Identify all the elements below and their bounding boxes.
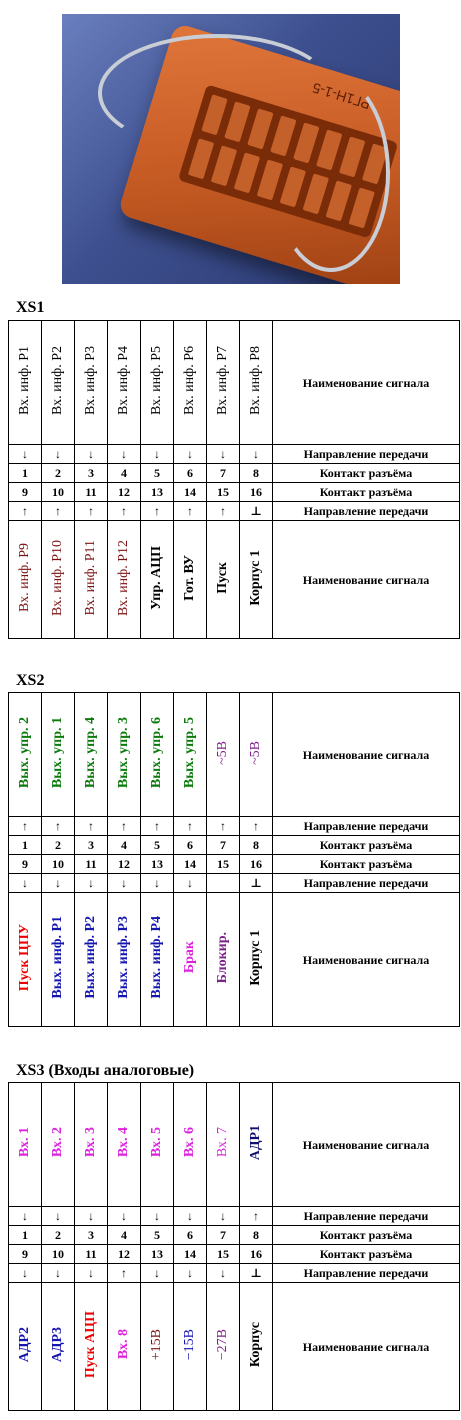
contact-header: Контакт разъёма: [273, 855, 460, 874]
contact-number: 13: [141, 483, 174, 502]
signal-label: Вх. 5: [149, 1127, 164, 1158]
contact-number: 8: [240, 1226, 273, 1245]
contact-number: 12: [108, 1245, 141, 1264]
direction-arrow: ↓: [108, 1207, 141, 1226]
signal-label: Вых. упр. 6: [149, 716, 164, 789]
signal-label: Вх. инф. Р8: [248, 346, 263, 415]
signal-label: ~5В: [248, 740, 263, 765]
contact-header: Контакт разъёма: [273, 1245, 460, 1264]
xs2-top-signals-row: [9, 693, 460, 817]
signal-label: Вх. инф. Р1: [17, 346, 32, 415]
direction-arrow: ↓: [42, 1207, 75, 1226]
contact-number: 3: [75, 1226, 108, 1245]
direction-arrow: ↓: [207, 445, 240, 464]
direction-arrow: ↓: [9, 445, 42, 464]
direction-arrow: [207, 874, 240, 893]
contact-number: 13: [141, 1245, 174, 1264]
direction-arrow: ↓: [207, 1207, 240, 1226]
signal-label: Вх. 3: [83, 1127, 98, 1158]
signal-label: Вх. инф. Р6: [182, 346, 197, 415]
direction-arrow: ↓: [42, 874, 75, 893]
contact-number: 16: [240, 1245, 273, 1264]
direction-arrow: ↑: [42, 502, 75, 521]
contact-number: 10: [42, 855, 75, 874]
xs2-dir-top-row: [9, 817, 460, 836]
contact-number: 10: [42, 483, 75, 502]
signal-label: Вых. инф. Р4: [149, 916, 164, 999]
contact-number: 6: [174, 464, 207, 483]
direction-arrow: ↓: [9, 1207, 42, 1226]
signal-name-header: Наименование сигнала: [273, 521, 460, 639]
direction-arrow: ↑: [174, 817, 207, 836]
signal-label: Вх. инф. Р7: [215, 346, 230, 415]
xs1-contacts-row-1: [9, 464, 460, 483]
contact-number: 4: [108, 1226, 141, 1245]
xs1-title: XS1: [16, 299, 45, 316]
contact-number: 8: [240, 464, 273, 483]
signal-label: Пуск АЦП: [83, 1310, 98, 1379]
direction-arrow: ↓: [141, 1207, 174, 1226]
contact-number: 7: [207, 464, 240, 483]
direction-header: Направление передачи: [273, 445, 460, 464]
xs3-contacts-row-2: [9, 1245, 460, 1264]
signal-label: −27В: [215, 1328, 230, 1361]
contact-header: Контакт разъёма: [273, 483, 460, 502]
contact-number: 6: [174, 836, 207, 855]
direction-arrow: ⊥: [240, 874, 273, 893]
contact-number: 12: [108, 855, 141, 874]
direction-arrow: ↓: [75, 445, 108, 464]
contact-number: 2: [42, 464, 75, 483]
direction-arrow: ↓: [108, 874, 141, 893]
signal-label: Брак: [182, 941, 197, 974]
contact-number: 15: [207, 483, 240, 502]
xs3-dir-top-row: [9, 1207, 460, 1226]
contact-header: Контакт разъёма: [273, 464, 460, 483]
signal-name-header: Наименование сигнала: [273, 321, 460, 445]
contact-number: 11: [75, 483, 108, 502]
signal-label: Блокир.: [215, 931, 230, 984]
signal-label: Корпус: [248, 1321, 263, 1368]
connector-photo: [62, 14, 400, 284]
xs1-table: [8, 320, 460, 639]
xs3-dir-bottom-row: [9, 1264, 460, 1283]
direction-arrow: ↑: [174, 502, 207, 521]
direction-arrow: ↓: [141, 445, 174, 464]
signal-label: Вых. упр. 2: [17, 716, 32, 789]
wire-loop-right: [272, 74, 390, 272]
xs3-title: XS3 (Входы аналоговые): [16, 1062, 195, 1079]
signal-label: Пуск: [215, 561, 230, 594]
direction-arrow: ↓: [9, 874, 42, 893]
xs3-top-signals-row: [9, 1083, 460, 1207]
signal-label: Вых. инф. Р1: [50, 916, 65, 999]
direction-arrow: ↓: [75, 1264, 108, 1283]
contact-number: 7: [207, 1226, 240, 1245]
direction-arrow: ↑: [75, 817, 108, 836]
direction-arrow: ↑: [108, 502, 141, 521]
direction-arrow: ⊥: [240, 502, 273, 521]
contact-number: 9: [9, 1245, 42, 1264]
signal-label: Гот. ВУ: [182, 554, 197, 601]
signal-label: Вх. 7: [215, 1127, 230, 1158]
contact-number: 9: [9, 483, 42, 502]
direction-arrow: ↑: [240, 817, 273, 836]
direction-arrow: ↑: [108, 817, 141, 836]
xs3-contacts-row-1: [9, 1226, 460, 1245]
direction-arrow: ↑: [141, 502, 174, 521]
signal-name-header: Наименование сигнала: [273, 693, 460, 817]
signal-label: Вх. инф. Р3: [83, 346, 98, 415]
signal-label: Вх. инф. Р2: [50, 346, 65, 415]
signal-label: Вх. инф. Р9: [17, 543, 32, 612]
signal-label: Вых. упр. 5: [182, 716, 197, 789]
direction-arrow: ↓: [9, 1264, 42, 1283]
signal-label: Вх. инф. Р11: [83, 539, 98, 616]
contact-number: 9: [9, 855, 42, 874]
contact-number: 5: [141, 836, 174, 855]
contact-number: 5: [141, 1226, 174, 1245]
direction-arrow: ↓: [174, 1207, 207, 1226]
signal-label: АДР1: [248, 1124, 263, 1161]
direction-arrow: ↓: [141, 874, 174, 893]
direction-arrow: ↓: [174, 1264, 207, 1283]
contact-number: 7: [207, 836, 240, 855]
signal-label: Корпус 1: [248, 929, 263, 986]
signal-label: Вх. 6: [182, 1127, 197, 1158]
xs2-dir-bottom-row: [9, 874, 460, 893]
contact-number: 12: [108, 483, 141, 502]
signal-label: Вых. инф. Р3: [116, 916, 131, 999]
direction-arrow: ↑: [207, 502, 240, 521]
signal-label: Упр. АЦП: [149, 545, 164, 610]
direction-arrow: ↑: [42, 817, 75, 836]
xs3-bottom-signals-row: [9, 1283, 460, 1411]
contact-number: 11: [75, 1245, 108, 1264]
contact-number: 16: [240, 855, 273, 874]
signal-label: АДР2: [17, 1326, 32, 1363]
contact-number: 14: [174, 483, 207, 502]
direction-header: Направление передачи: [273, 1264, 460, 1283]
contact-number: 1: [9, 464, 42, 483]
signal-label: Вых. инф. Р2: [83, 916, 98, 999]
contact-number: 13: [141, 855, 174, 874]
signal-label: ~5В: [215, 740, 230, 765]
connector-marking: РГ1Н-1-5: [310, 79, 373, 113]
direction-arrow: ↑: [141, 817, 174, 836]
xs2-contacts-row-1: [9, 836, 460, 855]
direction-arrow: ↓: [141, 1264, 174, 1283]
direction-arrow: ⊥: [240, 1264, 273, 1283]
signal-label: −15В: [182, 1328, 197, 1361]
direction-arrow: ↓: [240, 445, 273, 464]
contact-header: Контакт разъёма: [273, 836, 460, 855]
xs3-table: [8, 1082, 460, 1411]
direction-arrow: ↑: [240, 1207, 273, 1226]
contact-number: 3: [75, 464, 108, 483]
signal-label: Вх. инф. Р12: [116, 539, 131, 616]
direction-arrow: ↑: [75, 502, 108, 521]
signal-label: Вх. инф. Р5: [149, 346, 164, 415]
signal-name-header: Наименование сигнала: [273, 893, 460, 1027]
contact-number: 1: [9, 836, 42, 855]
contact-number: 15: [207, 1245, 240, 1264]
signal-label: Вх. инф. Р10: [50, 539, 65, 616]
direction-arrow: ↓: [174, 445, 207, 464]
signal-label: +15В: [149, 1328, 164, 1361]
xs1-top-signals-row: [9, 321, 460, 445]
xs1-dir-top-row: [9, 445, 460, 464]
signal-label: Пуск ЦПУ: [17, 923, 32, 992]
contact-number: 14: [174, 1245, 207, 1264]
direction-arrow: ↓: [207, 1264, 240, 1283]
signal-label: Вх. 8: [116, 1329, 131, 1360]
contact-number: 5: [141, 464, 174, 483]
direction-arrow: ↑: [9, 502, 42, 521]
direction-arrow: ↓: [42, 445, 75, 464]
signal-label: Вх. 4: [116, 1127, 131, 1158]
xs2-table: [8, 692, 460, 1027]
direction-arrow: ↑: [207, 817, 240, 836]
signal-name-header: Наименование сигнала: [273, 1083, 460, 1207]
direction-arrow: ↓: [108, 445, 141, 464]
direction-arrow: ↑: [9, 817, 42, 836]
signal-label: Вых. упр. 1: [50, 716, 65, 789]
contact-number: 14: [174, 855, 207, 874]
direction-header: Направление передачи: [273, 502, 460, 521]
contact-number: 10: [42, 1245, 75, 1264]
direction-arrow: ↑: [108, 1264, 141, 1283]
direction-header: Направление передачи: [273, 1207, 460, 1226]
contact-number: 16: [240, 483, 273, 502]
signal-name-header: Наименование сигнала: [273, 1283, 460, 1411]
direction-header: Направление передачи: [273, 817, 460, 836]
contact-number: 8: [240, 836, 273, 855]
contact-number: 3: [75, 836, 108, 855]
contact-number: 15: [207, 855, 240, 874]
direction-header: Направление передачи: [273, 874, 460, 893]
signal-label: Вых. упр. 4: [83, 716, 98, 789]
contact-number: 4: [108, 464, 141, 483]
xs1-dir-bottom-row: [9, 502, 460, 521]
xs2-title: XS2: [16, 672, 45, 689]
signal-label: Вых. упр. 3: [116, 716, 131, 789]
contact-number: 2: [42, 1226, 75, 1245]
signal-label: Вх. 1: [17, 1127, 32, 1158]
signal-label: Вх. 2: [50, 1127, 65, 1158]
contact-header: Контакт разъёма: [273, 1226, 460, 1245]
xs2-bottom-signals-row: [9, 893, 460, 1027]
direction-arrow: ↓: [75, 874, 108, 893]
xs1-bottom-signals-row: [9, 521, 460, 639]
contact-number: 11: [75, 855, 108, 874]
xs2-contacts-row-2: [9, 855, 460, 874]
direction-arrow: ↓: [42, 1264, 75, 1283]
xs1-contacts-row-2: [9, 483, 460, 502]
direction-arrow: ↓: [174, 874, 207, 893]
contact-number: 2: [42, 836, 75, 855]
contact-number: 1: [9, 1226, 42, 1245]
signal-label: Вх. инф. Р4: [116, 346, 131, 415]
signal-label: Корпус 1: [248, 549, 263, 606]
contact-number: 6: [174, 1226, 207, 1245]
contact-number: 4: [108, 836, 141, 855]
direction-arrow: ↓: [75, 1207, 108, 1226]
signal-label: АДР3: [50, 1326, 65, 1363]
